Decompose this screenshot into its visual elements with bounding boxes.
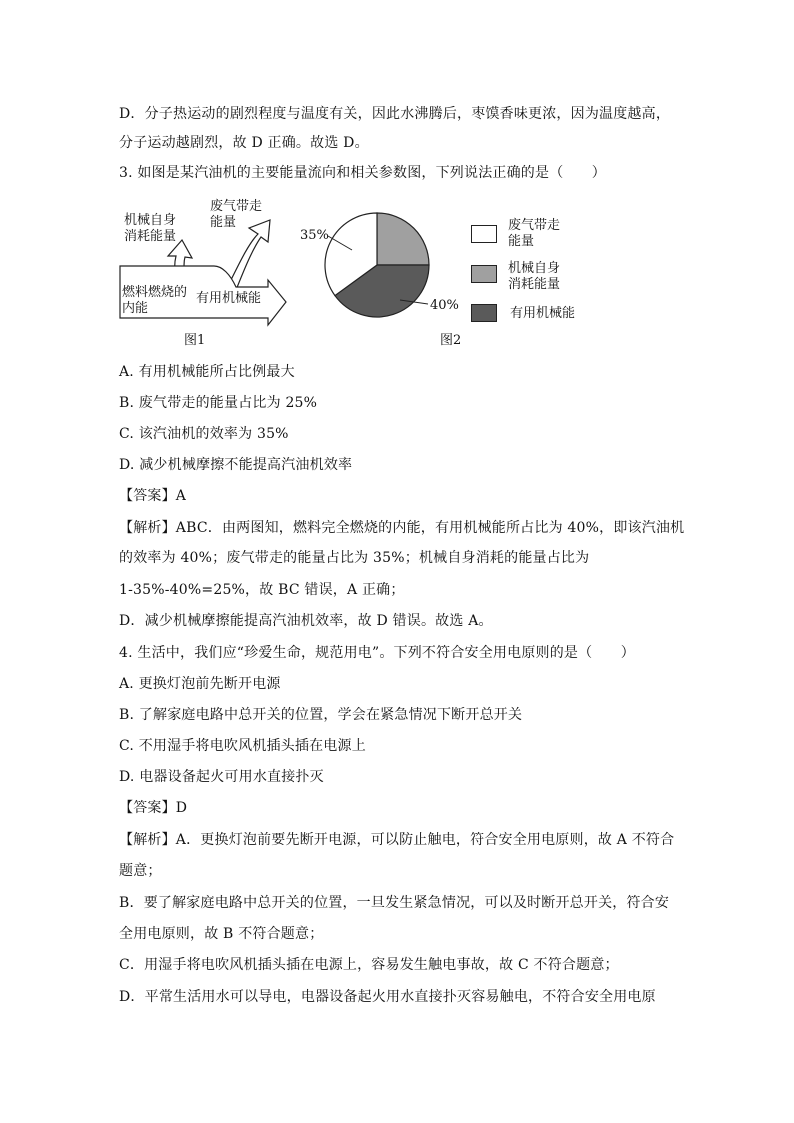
legend-label-mechanical [508,261,560,293]
question-4-stem: 4. 生活中，我们应“珍爱生命，规范用电”。下列不符合安全用电原则的是（ ） [119,645,635,661]
label-line: 机械自身 [508,261,561,276]
fig1-label-exhaust [210,199,262,231]
label-line: 能量 [508,234,535,249]
fig1-label-mechanical-loss [124,213,176,245]
label-line: 消耗能量 [508,277,561,292]
fig1-caption: 图1 [184,333,206,348]
legend-swatch-exhaust [471,225,497,243]
fig1-label-fuel [122,285,187,317]
legend-swatch-useful [471,304,497,322]
fig2-caption: 图2 [440,333,462,348]
option-c: C. 不用湿手将电吹风机插头插在电源上 [119,738,366,754]
label-line: 废气带走 [508,218,561,233]
analysis-line: D．平常生活用水可以导电，电器设备起火用水直接扑灭容易触电，不符合安全用电原 [119,989,656,1005]
analysis-line: 题意； [119,863,162,879]
question-3-stem: 3. 如图是某汽油机的主要能量流向和相关参数图，下列说法正确的是（ ） [119,165,607,181]
pie-label-40: 40% [430,298,459,313]
label-line: 废气带走 [210,199,263,214]
option-b: B. 了解家庭电路中总开关的位置，学会在紧急情况下断开总开关 [119,707,523,723]
option-d: D. 减少机械摩擦不能提高汽油机效率 [119,457,353,473]
analysis-line: B．要了解家庭电路中总开关的位置，一旦发生紧急情况，可以及时断开总开关，符合安 [119,895,670,911]
pie-label-35: 35% [300,228,329,243]
label-line: 能量 [210,215,237,230]
analysis-line: 【解析】A．更换灯泡前要先断开电源，可以防止触电，符合安全用电原则，故 A 不符合 [119,832,675,848]
option-d: D. 电器设备起火可用水直接扑灭 [119,769,324,785]
option-c: C. 该汽油机的效率为 35% [119,426,289,442]
answer-3: 【答案】A [119,488,187,504]
analysis-line: 全用电原则，故 B 不符合题意； [119,926,324,942]
legend-swatch-mechanical [471,265,497,283]
label-line: 燃料燃烧的 [122,285,188,300]
option-b: B. 废气带走的能量占比为 25% [119,395,318,411]
label-line: 机械自身 [124,213,177,228]
answer-4: 【答案】D [119,800,188,816]
analysis-line: D．减少机械摩擦能提高汽油机效率，故 D 错误。故选 A。 [119,613,493,629]
pie-slice [377,213,429,265]
analysis-line: C．用湿手将电吹风机插头插在电源上，容易发生触电事故，故 C 不符合题意； [119,957,619,973]
label-line: 内能 [122,301,149,316]
option-a: A. 更换灯泡前先断开电源 [119,676,281,692]
fig1-label-useful: 有用机械能 [196,291,262,306]
label-line: 消耗能量 [124,229,177,244]
option-a: A. 有用机械能所占比例最大 [119,364,295,380]
text-line: 分子运动越剧烈，故 D 正确。故选 D。 [119,135,369,151]
legend-label-exhaust [508,218,560,250]
analysis-line: 1-35%-40%=25%，故 BC 错误，A 正确； [119,582,405,598]
text-line: D．分子热运动的剧烈程度与温度有关，因此水沸腾后，枣馍香味更浓，因为温度越高， [119,106,671,122]
analysis-line: 【解析】ABC．由两图知，燃料完全燃烧的内能，有用机械能所占比为 40%，即该汽油机 [119,520,685,536]
legend-label-useful: 有用机械能 [510,306,576,321]
analysis-line: 的效率为 40%；废气带走的能量占比为 35%；机械自身消耗的能量占比为 [119,550,590,566]
